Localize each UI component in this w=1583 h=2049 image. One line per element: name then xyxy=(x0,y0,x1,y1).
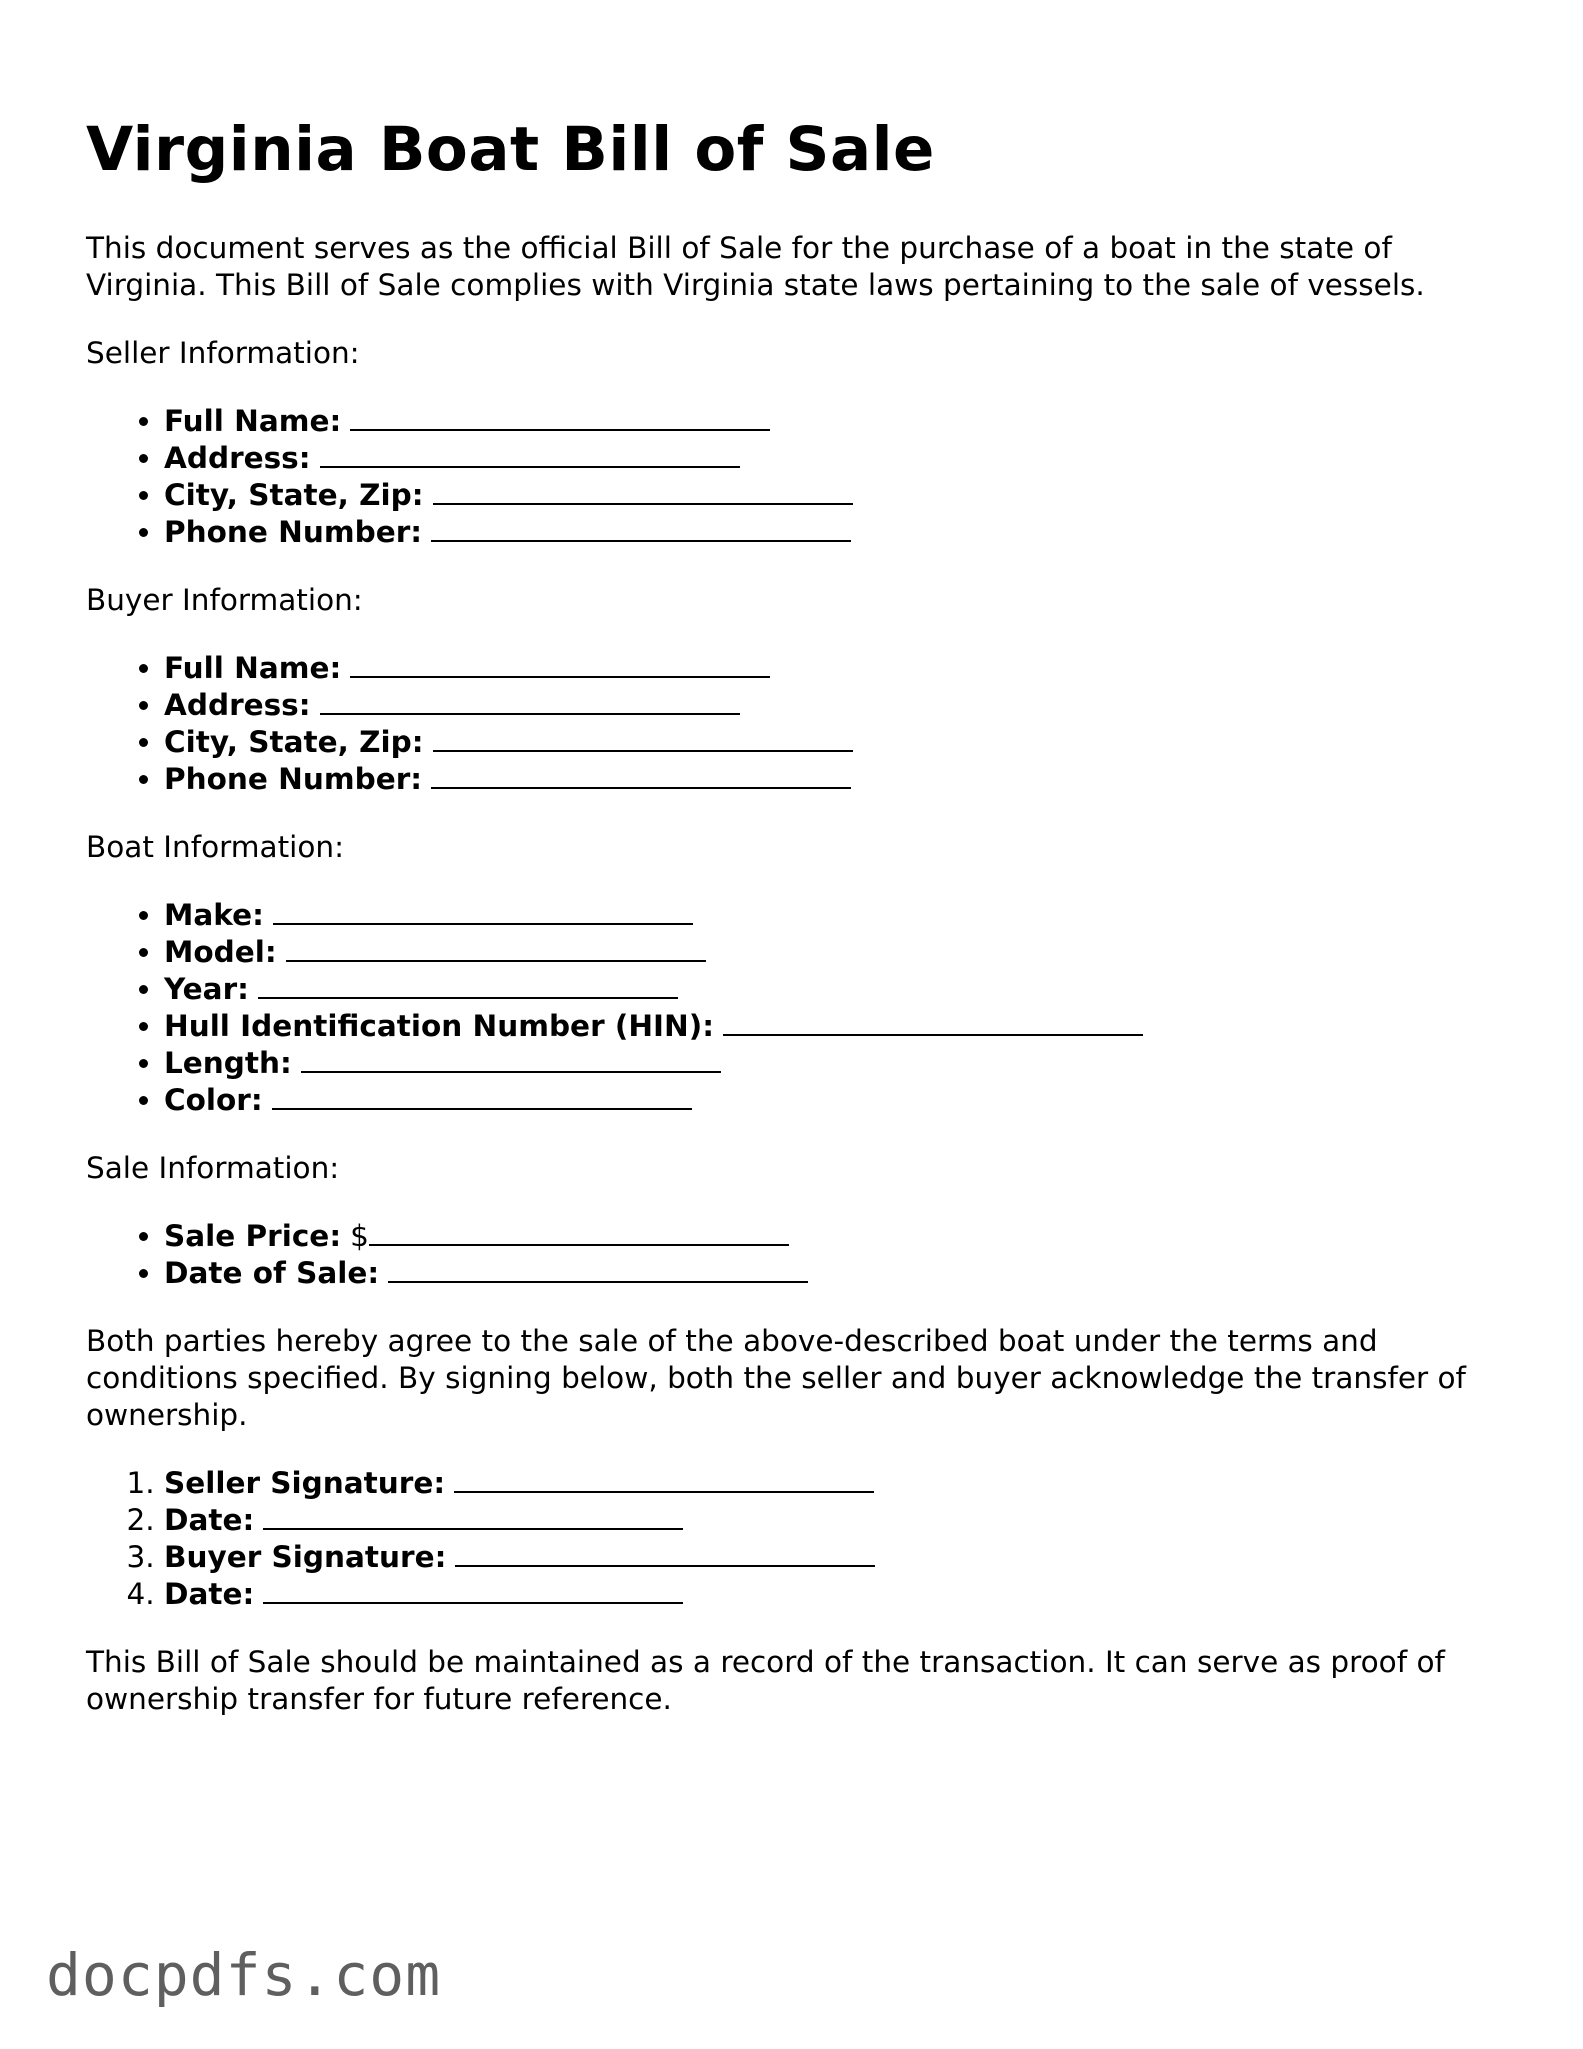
field-label: Phone Number: xyxy=(164,515,423,549)
field-label: City, State, Zip: xyxy=(164,478,424,512)
buyer-date-blank[interactable] xyxy=(263,1576,683,1604)
sale-section-heading: Sale Information: xyxy=(86,1151,340,1185)
document-title: Virginia Boat Bill of Sale xyxy=(86,114,935,185)
boat-model-field xyxy=(164,934,1506,971)
field-label: Address: xyxy=(164,441,311,475)
field-label: Hull Identification Number (HIN): xyxy=(164,1009,714,1043)
boat-hin-blank[interactable] xyxy=(723,1008,1143,1036)
seller-address-blank[interactable] xyxy=(320,440,740,468)
buyer-address-blank[interactable] xyxy=(320,687,740,715)
seller-full-name-blank[interactable] xyxy=(350,403,770,431)
seller-phone-blank[interactable] xyxy=(431,514,851,542)
field-label: City, State, Zip: xyxy=(164,725,424,759)
seller-section-heading: Seller Information: xyxy=(86,336,360,370)
field-label: Full Name: xyxy=(164,404,342,438)
closing-paragraph: This Bill of Sale should be maintained as a record of the transaction. It can serve as proof of ownership transfer for future reference. xyxy=(86,1645,1445,1716)
buyer-signature-field xyxy=(164,1539,1506,1576)
sale-date-field xyxy=(164,1255,1506,1292)
seller-city-state-zip-blank[interactable] xyxy=(433,477,853,505)
buyer-phone-blank[interactable] xyxy=(431,761,851,789)
field-label: Date: xyxy=(164,1503,255,1537)
field-label: Model: xyxy=(164,935,277,969)
boat-length-blank[interactable] xyxy=(301,1045,721,1073)
boat-color-blank[interactable] xyxy=(272,1082,692,1110)
boat-section-heading: Boat Information: xyxy=(86,830,345,864)
boat-color-field xyxy=(164,1082,1506,1119)
buyer-phone-field xyxy=(164,761,1506,798)
seller-signature-field xyxy=(164,1465,1506,1502)
buyer-section-heading: Buyer Information: xyxy=(86,583,363,617)
buyer-signature-blank[interactable] xyxy=(455,1539,875,1567)
seller-signature-blank[interactable] xyxy=(454,1465,874,1493)
field-label: Buyer Signature: xyxy=(164,1540,447,1574)
boat-year-field xyxy=(164,971,1506,1008)
seller-date-blank[interactable] xyxy=(263,1502,683,1530)
sale-price-field xyxy=(164,1218,1506,1255)
field-label: Length: xyxy=(164,1046,292,1080)
field-label: Seller Signature: xyxy=(164,1466,446,1500)
boat-model-blank[interactable] xyxy=(286,934,706,962)
seller-full-name-field xyxy=(164,403,1506,440)
buyer-fields-list xyxy=(86,650,1506,798)
seller-date-field xyxy=(164,1502,1506,1539)
intro-paragraph: This document serves as the official Bill of Sale for the purchase of a boat in the state of Virginia. This Bill of Sale complies with Virginia state laws pertaining to the sale of vessels. xyxy=(86,231,1425,302)
seller-address-field xyxy=(164,440,1506,477)
sale-date-blank[interactable] xyxy=(388,1255,808,1283)
boat-fields-list xyxy=(86,897,1506,1119)
sale-fields-list xyxy=(86,1218,1506,1292)
seller-phone-field xyxy=(164,514,1506,551)
field-label: Color: xyxy=(164,1083,263,1117)
currency-symbol: $ xyxy=(350,1219,369,1253)
field-label: Make: xyxy=(164,898,264,932)
buyer-date-field xyxy=(164,1576,1506,1613)
seller-city-state-zip-field xyxy=(164,477,1506,514)
buyer-address-field xyxy=(164,687,1506,724)
boat-year-blank[interactable] xyxy=(258,971,678,999)
boat-length-field xyxy=(164,1045,1506,1082)
buyer-full-name-blank[interactable] xyxy=(350,650,770,678)
field-label: Full Name: xyxy=(164,651,342,685)
field-label: Year: xyxy=(164,972,249,1006)
boat-make-field xyxy=(164,897,1506,934)
boat-make-blank[interactable] xyxy=(273,897,693,925)
field-label: Date: xyxy=(164,1577,255,1611)
boat-hin-field xyxy=(164,1008,1506,1045)
document-page xyxy=(86,108,1506,1718)
buyer-city-state-zip-blank[interactable] xyxy=(433,724,853,752)
field-label: Phone Number: xyxy=(164,762,423,796)
buyer-full-name-field xyxy=(164,650,1506,687)
field-label: Date of Sale: xyxy=(164,1256,380,1290)
field-label: Address: xyxy=(164,688,311,722)
buyer-city-state-zip-field xyxy=(164,724,1506,761)
agreement-paragraph: Both parties hereby agree to the sale of the above-described boat under the terms and conditions specified. By signing below, both the seller and buyer acknowledge the transfer of ownership. xyxy=(86,1324,1466,1432)
seller-fields-list xyxy=(86,403,1506,551)
field-label: Sale Price: xyxy=(164,1219,342,1253)
sale-price-blank[interactable] xyxy=(369,1218,789,1246)
watermark-text: docpdfs.com xyxy=(46,1941,442,2009)
signature-list xyxy=(86,1465,1506,1613)
